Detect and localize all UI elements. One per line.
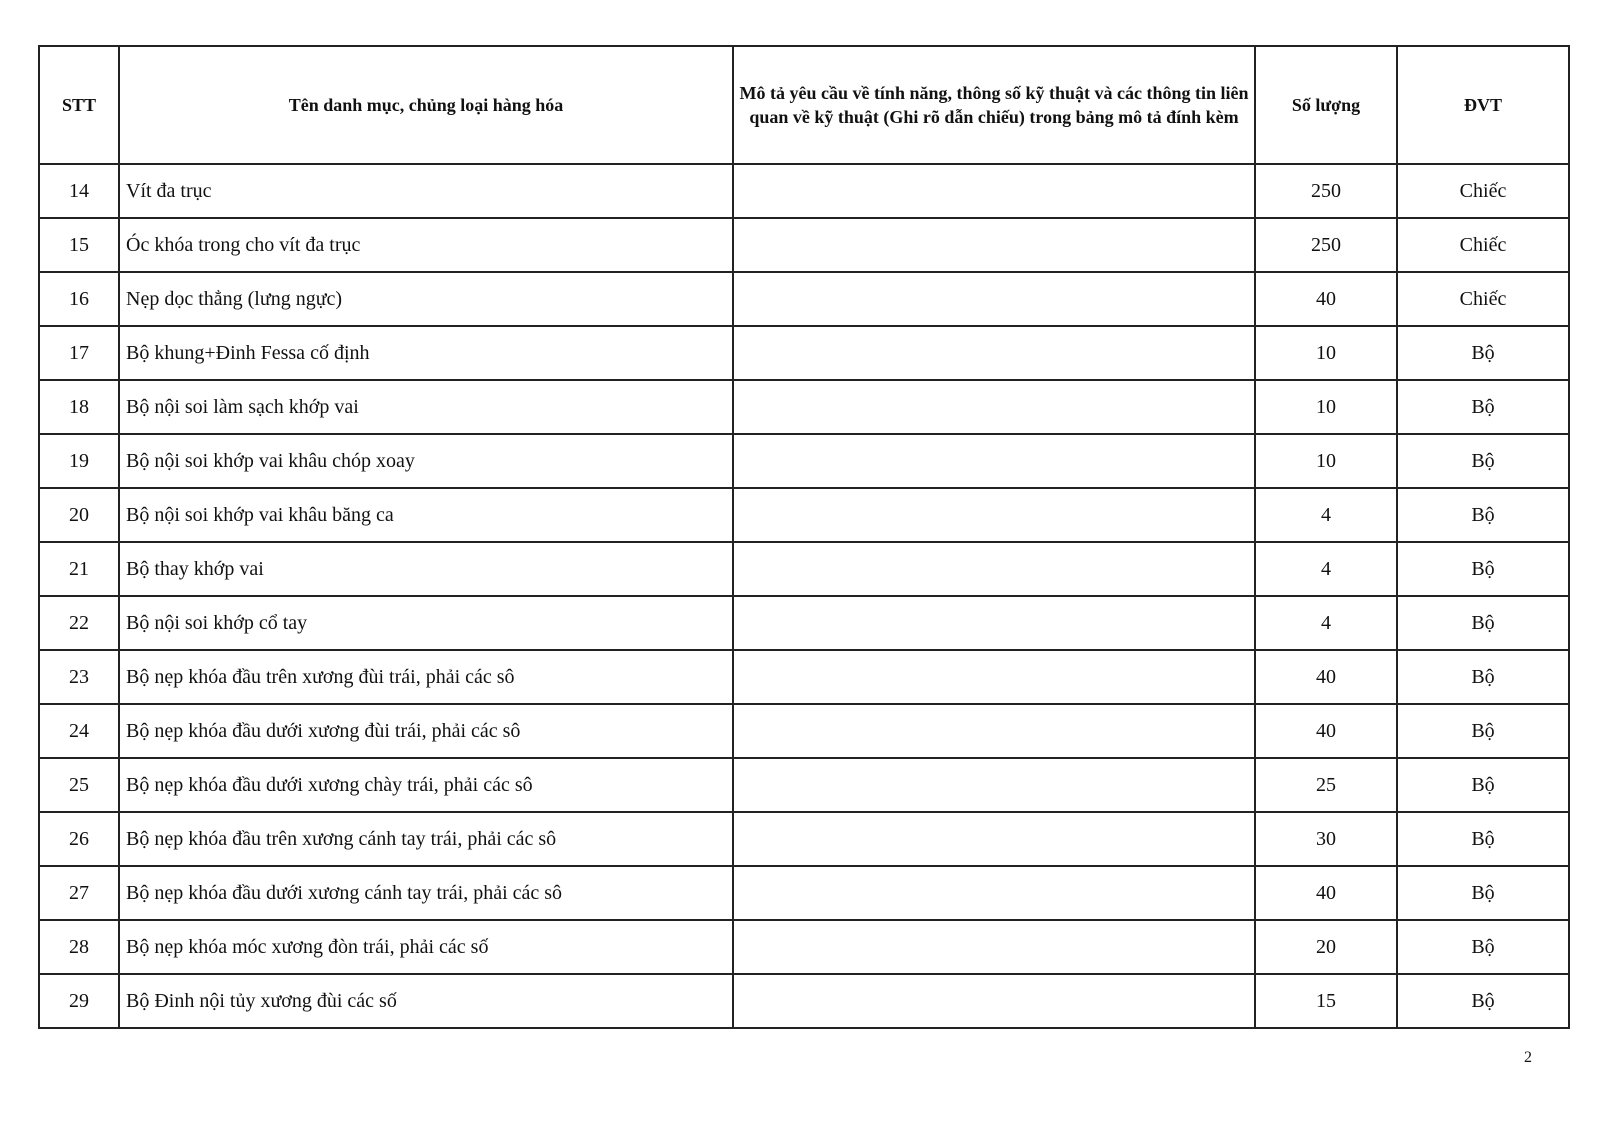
cell-quantity: 10 [1255,326,1397,380]
cell-quantity: 20 [1255,920,1397,974]
cell-description [733,434,1255,488]
header-name: Tên danh mục, chủng loại hàng hóa [119,46,733,164]
table-header [39,46,1569,164]
cell-stt: 17 [39,326,119,380]
table-body [39,164,1569,1028]
cell-stt: 29 [39,974,119,1028]
cell-unit: Bộ [1397,380,1569,434]
cell-name: Bộ nẹp khóa đầu dưới xương đùi trái, phải các sô [119,704,733,758]
cell-unit: Chiếc [1397,272,1569,326]
cell-quantity: 250 [1255,164,1397,218]
cell-unit: Bộ [1397,974,1569,1028]
cell-quantity: 40 [1255,704,1397,758]
cell-name: Bộ nẹp khóa đầu dưới xương chày trái, phải các sô [119,758,733,812]
header-unit: ĐVT [1397,46,1569,164]
cell-quantity: 4 [1255,596,1397,650]
table-row [39,272,1569,326]
cell-unit: Bộ [1397,920,1569,974]
cell-description [733,596,1255,650]
table-row [39,218,1569,272]
cell-description [733,920,1255,974]
cell-description [733,542,1255,596]
cell-description [733,812,1255,866]
cell-stt: 24 [39,704,119,758]
header-description: Mô tả yêu cầu về tính năng, thông số kỹ thuật và các thông tin liên quan về kỹ thuật (Ghi rõ dẫn chiếu) trong bảng mô tả đính kèm [733,46,1255,164]
table-row [39,596,1569,650]
cell-quantity: 40 [1255,866,1397,920]
cell-unit: Bộ [1397,326,1569,380]
cell-description [733,326,1255,380]
cell-unit: Chiếc [1397,218,1569,272]
cell-description [733,488,1255,542]
cell-stt: 19 [39,434,119,488]
cell-unit: Bộ [1397,596,1569,650]
cell-unit: Bộ [1397,758,1569,812]
cell-description [733,380,1255,434]
cell-name: Bộ nội soi làm sạch khớp vai [119,380,733,434]
cell-unit: Bộ [1397,812,1569,866]
cell-unit: Bộ [1397,542,1569,596]
page-number: 2 [1524,1049,1532,1066]
table-row [39,650,1569,704]
cell-description [733,866,1255,920]
cell-quantity: 15 [1255,974,1397,1028]
table-row [39,974,1569,1028]
cell-quantity: 10 [1255,434,1397,488]
cell-stt: 18 [39,380,119,434]
cell-name: Bộ nẹp khóa móc xương đòn trái, phải các số [119,920,733,974]
cell-stt: 26 [39,812,119,866]
cell-unit: Bộ [1397,704,1569,758]
table-row [39,380,1569,434]
cell-name: Óc khóa trong cho vít đa trục [119,218,733,272]
cell-name: Bộ nẹp khóa đầu dưới xương cánh tay trái, phải các sô [119,866,733,920]
cell-description [733,650,1255,704]
cell-unit: Bộ [1397,434,1569,488]
table-row [39,326,1569,380]
table-row [39,704,1569,758]
cell-name: Bộ thay khớp vai [119,542,733,596]
cell-unit: Bộ [1397,866,1569,920]
cell-quantity: 25 [1255,758,1397,812]
cell-stt: 15 [39,218,119,272]
cell-description [733,974,1255,1028]
table-row [39,758,1569,812]
cell-quantity: 30 [1255,812,1397,866]
cell-unit: Bộ [1397,488,1569,542]
cell-name: Nẹp dọc thẳng (lưng ngực) [119,272,733,326]
header-quantity: Số lượng [1255,46,1397,164]
cell-description [733,272,1255,326]
cell-stt: 16 [39,272,119,326]
goods-table [38,45,1570,1029]
table-row [39,434,1569,488]
cell-stt: 22 [39,596,119,650]
cell-name: Bộ nẹp khóa đầu trên xương cánh tay trái, phải các sô [119,812,733,866]
cell-unit: Bộ [1397,650,1569,704]
table-row [39,488,1569,542]
cell-description [733,164,1255,218]
cell-quantity: 40 [1255,650,1397,704]
cell-name: Bộ nội soi khớp cổ tay [119,596,733,650]
cell-name: Bộ nẹp khóa đầu trên xương đùi trái, phải các sô [119,650,733,704]
header-stt: STT [39,46,119,164]
cell-name: Bộ nội soi khớp vai khâu băng ca [119,488,733,542]
table-row [39,812,1569,866]
cell-name: Vít đa trục [119,164,733,218]
cell-stt: 14 [39,164,119,218]
cell-description [733,758,1255,812]
cell-quantity: 4 [1255,488,1397,542]
table-row [39,542,1569,596]
header-row [39,46,1569,164]
table-row [39,164,1569,218]
cell-name: Bộ nội soi khớp vai khâu chóp xoay [119,434,733,488]
cell-stt: 23 [39,650,119,704]
cell-quantity: 40 [1255,272,1397,326]
table-row [39,920,1569,974]
cell-stt: 28 [39,920,119,974]
cell-quantity: 250 [1255,218,1397,272]
cell-unit: Chiếc [1397,164,1569,218]
table-row [39,866,1569,920]
cell-quantity: 4 [1255,542,1397,596]
cell-name: Bộ Đinh nội tủy xương đùi các số [119,974,733,1028]
cell-stt: 25 [39,758,119,812]
cell-quantity: 10 [1255,380,1397,434]
cell-description [733,704,1255,758]
cell-description [733,218,1255,272]
cell-stt: 20 [39,488,119,542]
cell-stt: 27 [39,866,119,920]
cell-stt: 21 [39,542,119,596]
cell-name: Bộ khung+Đinh Fessa cố định [119,326,733,380]
